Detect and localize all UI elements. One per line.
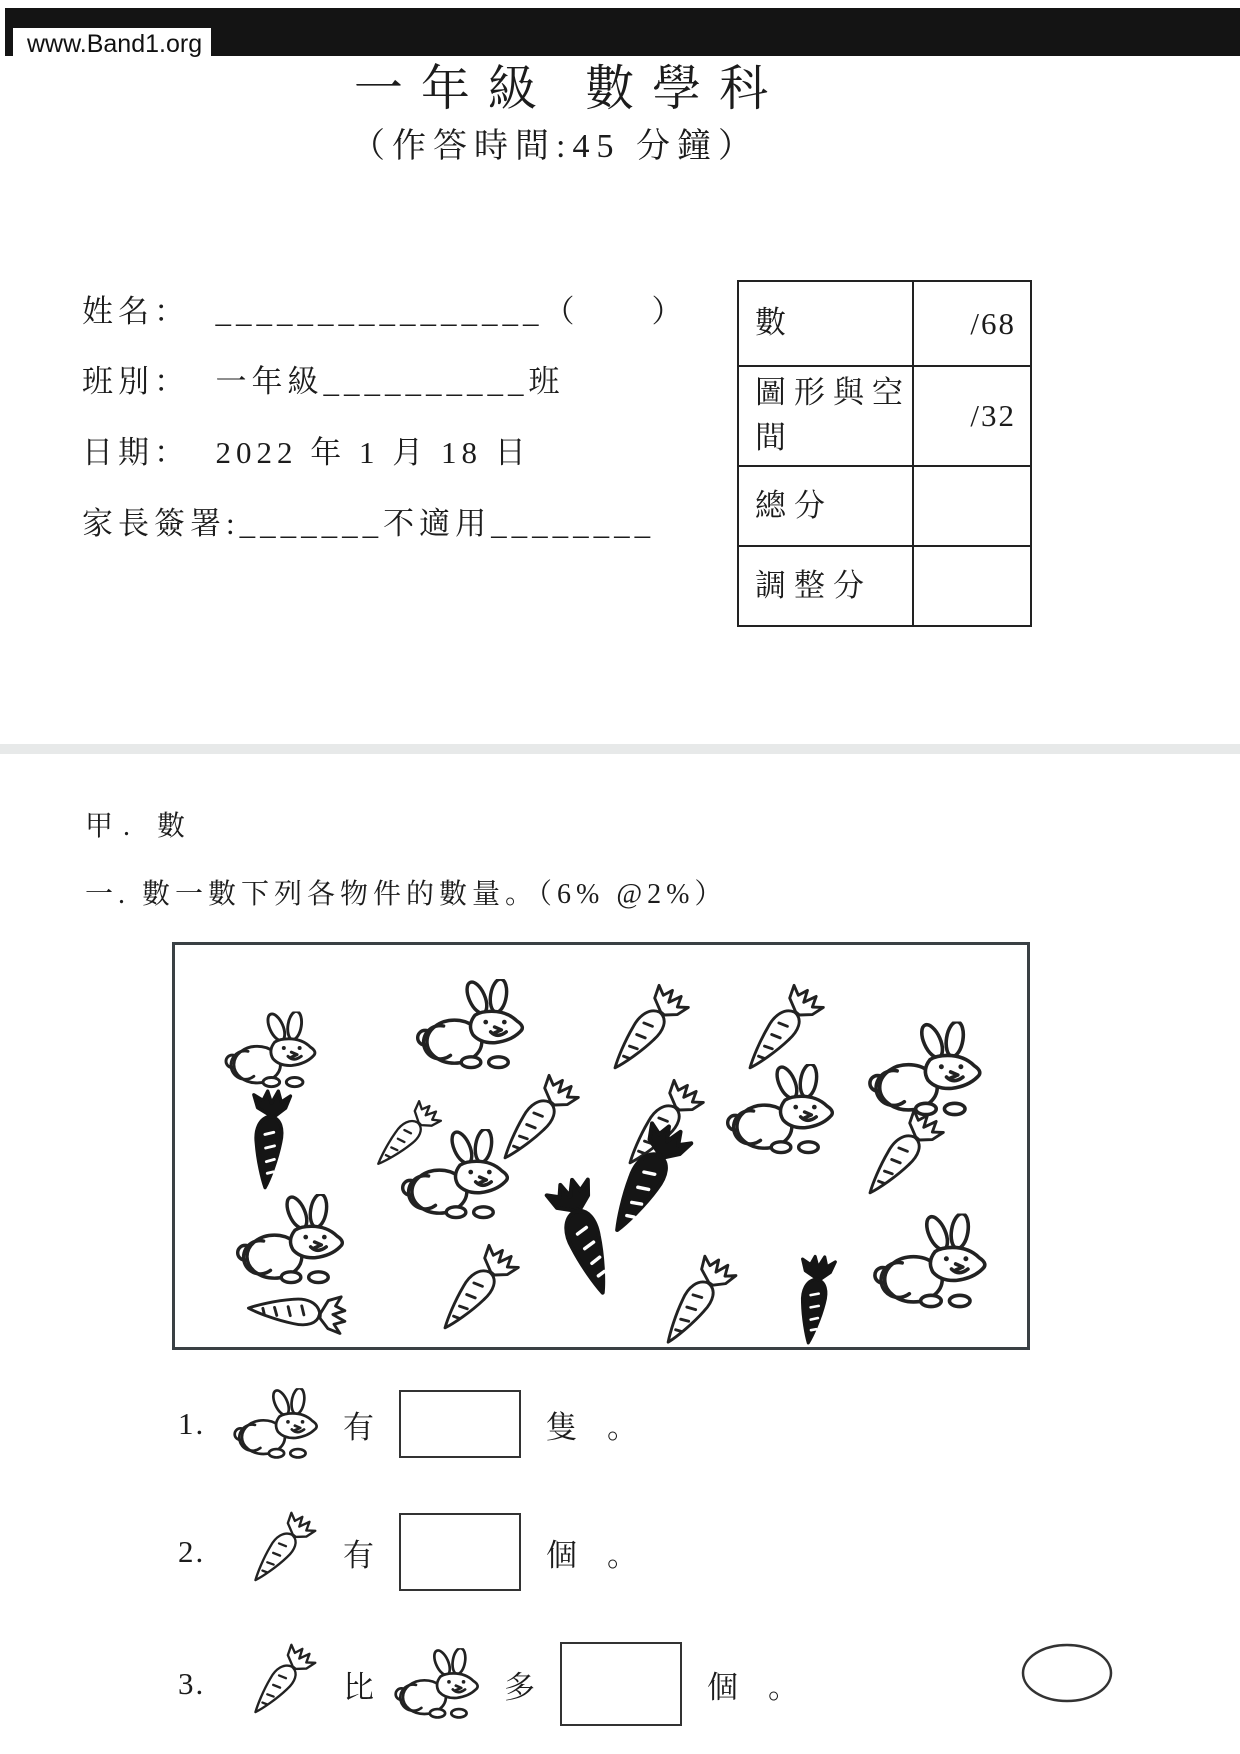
score-table-body <box>738 281 1031 626</box>
name-field-line: 姓名： ________________（ ） <box>82 294 688 329</box>
rabbit-icon <box>866 1022 990 1125</box>
answer-box[interactable] <box>399 1513 521 1591</box>
question-row-2 <box>178 1506 653 1598</box>
rabbit-icon <box>223 1011 323 1094</box>
carrot-icon <box>236 1279 349 1342</box>
score-category-cell: 調整分 <box>738 546 913 626</box>
score-category-cell: 總分 <box>738 466 913 546</box>
rabbit-icon <box>871 1214 995 1317</box>
page-subtitle: （作答時間:45 分鐘） <box>351 128 759 165</box>
score-table-row <box>738 366 1031 466</box>
signature-value: 不適用 <box>383 506 492 541</box>
question-row-1 <box>178 1378 653 1470</box>
score-category-cell: 數 <box>738 281 913 366</box>
question-text: 有 <box>343 1537 374 1573</box>
question-number: 1. <box>178 1406 206 1441</box>
score-table <box>737 280 1032 627</box>
rabbit-icon <box>234 1194 352 1292</box>
signature-underline-right: ________ <box>491 506 656 541</box>
rabbit-icon <box>232 1378 324 1470</box>
carrot-icon <box>417 1234 528 1352</box>
carrot-icon <box>587 974 698 1092</box>
question-text: 。 <box>607 1409 638 1445</box>
rabbit-icon <box>393 1638 485 1730</box>
carrot-icon <box>232 1638 324 1730</box>
signature-field-line <box>82 498 655 543</box>
question-one-heading: 一. 數一數下列各物件的數量。（6% @2%） <box>85 879 728 910</box>
carrot-icon <box>232 1506 324 1598</box>
question-text: 個 <box>546 1537 577 1573</box>
question-text: 多 <box>504 1669 535 1705</box>
page-title: 一年級 數學科 <box>353 61 787 116</box>
question-row-3 <box>178 1638 814 1730</box>
page-number-ellipse <box>1020 1642 1114 1704</box>
score-value-cell: /32 <box>913 366 1031 466</box>
rabbit-icon <box>414 979 532 1077</box>
score-table-row <box>738 546 1031 626</box>
answer-box[interactable] <box>399 1390 521 1458</box>
score-value-cell <box>913 466 1031 546</box>
question-text: 有 <box>343 1409 374 1445</box>
score-table-row <box>738 281 1031 366</box>
rabbit-icon <box>399 1129 517 1227</box>
carrot-icon <box>782 1251 844 1355</box>
question-number: 2. <box>178 1534 206 1569</box>
question-text: 。 <box>607 1537 638 1573</box>
score-table-row <box>738 466 1031 546</box>
question-text: 。 <box>768 1669 799 1705</box>
carrot-icon <box>236 1086 299 1199</box>
question-text: 比 <box>343 1669 374 1705</box>
site-logo-text: www.Band1.org <box>27 30 203 58</box>
answer-box[interactable] <box>560 1642 682 1726</box>
signature-label: 家長簽署: <box>82 506 240 541</box>
section-heading: 甲. 數 <box>85 811 196 842</box>
score-value-cell <box>913 546 1031 626</box>
counting-picture-box <box>172 942 1030 1350</box>
carrot-icon <box>640 1245 747 1365</box>
signature-underline-left: _______ <box>239 506 384 541</box>
score-category-cell: 圖形與空間 <box>738 366 913 466</box>
rabbit-icon <box>724 1064 842 1162</box>
score-value-cell: /68 <box>913 281 1031 366</box>
question-text: 個 <box>707 1669 738 1705</box>
question-number: 3. <box>178 1666 206 1701</box>
section-divider <box>0 744 1240 754</box>
question-text: 隻 <box>546 1409 577 1445</box>
date-field-line: 日期： 2022 年 1 月 18 日 <box>82 435 531 470</box>
class-field-line: 班別： 一年級__________班 <box>82 364 565 399</box>
